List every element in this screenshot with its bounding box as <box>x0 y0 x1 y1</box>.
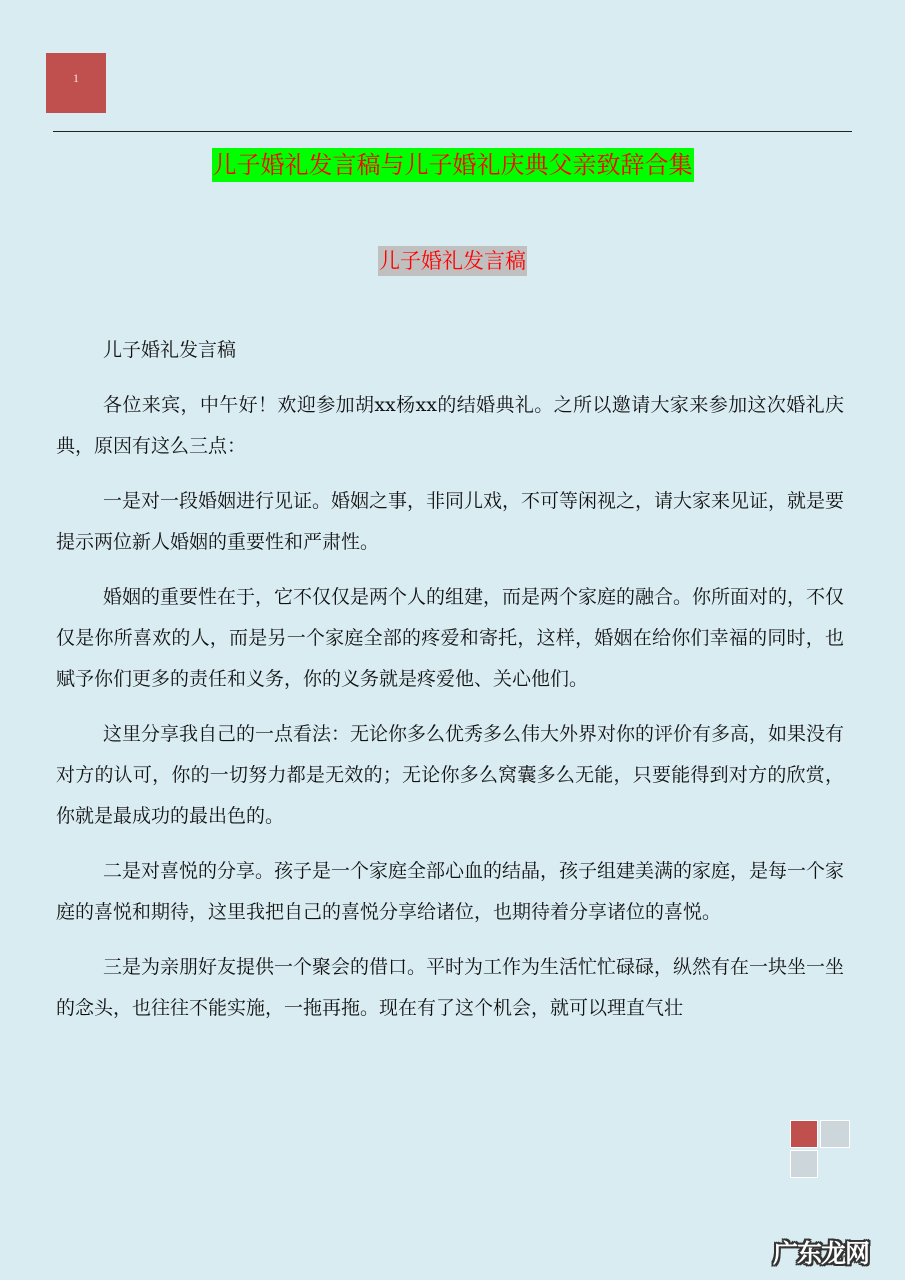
document-title-text: 儿子婚礼发言稿与儿子婚礼庆典父亲致辞合集 <box>212 148 694 182</box>
decorative-square-gray <box>790 1150 818 1178</box>
decorative-square-red <box>790 1120 818 1148</box>
paragraph: 这里分享我自己的一点看法：无论你多么优秀多么伟大外界对你的评价有多高，如果没有对方的认可，你的一切努力都是无效的；无论你多么窝囊多么无能，只要能得到对方的欣赏，你就是最成功的最出色的。 <box>56 723 845 827</box>
header-divider <box>53 131 852 132</box>
section-heading-text: 儿子婚礼发言稿 <box>378 246 527 276</box>
paragraph: 各位来宾，中午好！欢迎参加胡xx杨xx的结婚典礼。之所以邀请大家来参加这次婚礼庆典，原因有这么三点： <box>56 394 844 457</box>
document-body <box>56 330 844 1043</box>
paragraph: 三是为亲朋好友提供一个聚会的借口。平时为工作为生活忙忙碌碌，纵然有在一块坐一坐的念头，也往往不能实施，一拖再拖。现在有了这个机会，就可以理直气壮 <box>56 956 845 1019</box>
paragraph: 一是对一段婚姻进行见证。婚姻之事，非同儿戏，不可等闲视之，请大家来见证，就是要提示两位新人婚姻的重要性和严肃性。 <box>56 490 845 553</box>
document-title <box>0 148 905 182</box>
paragraph: 二是对喜悦的分享。孩子是一个家庭全部心血的结晶，孩子组建美满的家庭，是每一个家庭的喜悦和期待，这里我把自己的喜悦分享给诸位，也期待着分享诸位的喜悦。 <box>56 860 845 923</box>
page-number-badge <box>46 53 106 113</box>
section-heading <box>0 246 905 276</box>
page-number: 1 <box>73 71 79 85</box>
decorative-square-gray <box>820 1120 850 1148</box>
paragraph: 儿子婚礼发言稿 <box>103 339 237 361</box>
paragraph: 婚姻的重要性在于，它不仅仅是两个人的组建，而是两个家庭的融合。你所面对的，不仅仅是你所喜欢的人，而是另一个家庭全部的疼爱和寄托，这样，婚姻在给你们幸福的同时，也赋予你们更多的责任和义务，你的义务就是疼爱他、关心他们。 <box>56 586 845 690</box>
watermark-logo: 广东龙网 <box>773 1239 870 1268</box>
